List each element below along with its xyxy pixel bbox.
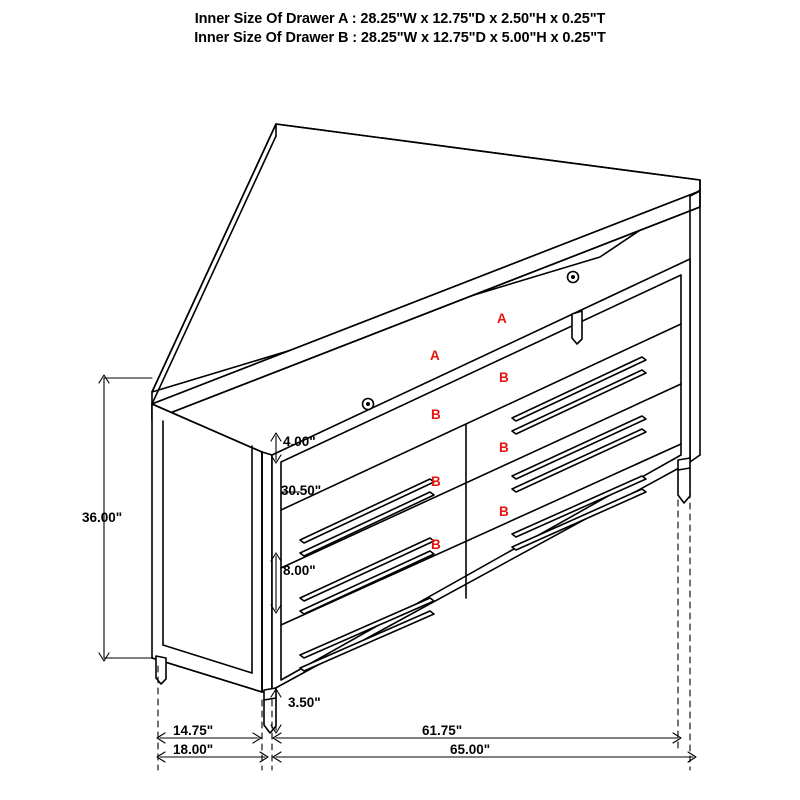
drawer-label-b5: B bbox=[499, 440, 509, 455]
dim-front-width-total: 65.00" bbox=[450, 742, 491, 757]
drawer-label-b6: B bbox=[499, 504, 509, 519]
drawer-a-inner-size: Inner Size Of Drawer A : 28.25"W x 12.75"D x 2.50"H x 0.25"T bbox=[194, 11, 606, 27]
drawer-label-b4: B bbox=[499, 370, 509, 385]
dim-drawer-face-height: 8.00" bbox=[283, 563, 316, 578]
dim-side-depth-upper: 14.75" bbox=[173, 723, 214, 738]
drawer-label-b3: B bbox=[431, 537, 441, 552]
drawer-b-inner-size: Inner Size Of Drawer B : 28.25"W x 12.75"D x 5.00"H x 0.25"T bbox=[194, 30, 606, 46]
dim-front-width-inner: 61.75" bbox=[422, 723, 463, 738]
dim-drawer-inner-width: 30.50" bbox=[281, 483, 322, 498]
dim-side-depth-lower: 18.00" bbox=[173, 742, 214, 757]
dim-top-drawer-height: 4.00" bbox=[283, 434, 316, 449]
dim-total-height: 36.00" bbox=[82, 510, 123, 525]
drawer-label-a-right: A bbox=[497, 311, 507, 326]
drawer-label-a-left: A bbox=[430, 348, 440, 363]
dim-leg-height: 3.50" bbox=[288, 695, 321, 710]
drawer-label-b1: B bbox=[431, 407, 441, 422]
drawer-label-b2: B bbox=[431, 474, 441, 489]
